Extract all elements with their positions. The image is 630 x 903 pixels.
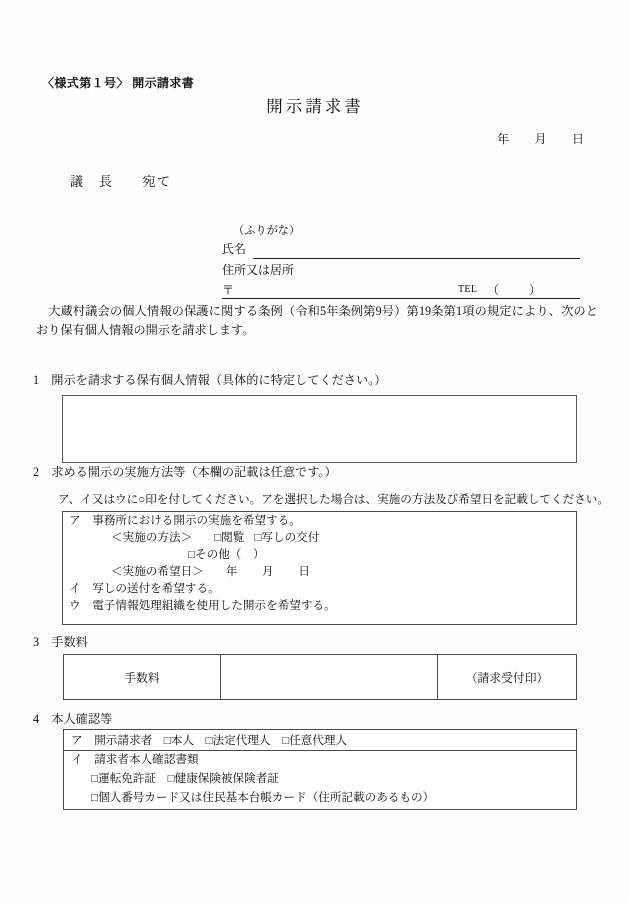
checkbox-drivers-license-and-health-insurance: □運転免許証 □健康保険被保険者証: [91, 772, 279, 785]
desired-date-input[interactable]: 年 月 日: [225, 565, 311, 578]
page-title: 開示請求書: [266, 97, 364, 116]
checkbox-other[interactable]: □その他（ ）: [188, 548, 265, 561]
option-b-row[interactable]: [63, 583, 576, 600]
fee-table: [63, 654, 577, 700]
receipt-seal-cell: （請求受付印）: [465, 670, 549, 685]
option-a-label: ア 事務所における開示の実施を希望する。: [69, 514, 301, 527]
postal-code-label: 〒: [222, 283, 235, 297]
method-label: ＜実施の方法＞: [111, 531, 193, 544]
checkbox-copy-delivery[interactable]: □写しの交付: [254, 531, 320, 544]
ordinance-paragraph: 大蔵村議会の個人情報の保護に関する条例（令和5年条例第9号）第19条第1項の規定により、次のとおり保有個人情報の開示を請求します。: [36, 304, 598, 337]
addressee-line: 議 長 宛て: [70, 174, 172, 189]
name-input[interactable]: [253, 258, 580, 259]
fee-amount-input[interactable]: [221, 655, 438, 699]
desired-date-label: ＜実施の希望日＞: [111, 565, 204, 578]
identity-documents-row: [71, 754, 576, 773]
requested-information-input[interactable]: [62, 395, 577, 463]
identity-document-line-2[interactable]: [71, 792, 576, 811]
section-3-heading: 3 手数料: [33, 635, 88, 649]
identity-document-line-1[interactable]: [71, 773, 576, 792]
identity-documents-label: イ 請求者本人確認書類: [71, 753, 199, 766]
section-1-heading: 1 開示を請求する保有個人情報（具体的に特定してください。）: [33, 373, 387, 387]
checkbox-browse[interactable]: □閲覧: [214, 531, 245, 544]
method-row: [63, 532, 576, 549]
address-label: 住所又は居所: [222, 263, 295, 277]
requester-type-row[interactable]: [64, 730, 576, 751]
form-number: 〈様式第１号〉 開示請求書: [42, 76, 195, 90]
address-input[interactable]: [222, 298, 580, 299]
option-c-label: ウ 電子情報処理組織を使用した開示を希望する。: [69, 599, 336, 612]
option-b-label: イ 写しの送付を希望する。: [69, 582, 220, 595]
option-a-row[interactable]: [63, 515, 576, 532]
fee-label-cell: 手数料: [64, 655, 221, 699]
furigana-label: （ふりがな）: [233, 225, 301, 237]
section-2-heading: 2 求める開示の実施方法等（本欄の記載は任意です。）: [33, 465, 337, 479]
date-line[interactable]: 年 月 日: [497, 132, 585, 146]
desired-date-row: [63, 566, 576, 583]
section-2-note: ア、イ又はウに○印を付してください。アを選択した場合は、実施の方法及び希望日を記載してください。: [58, 493, 609, 506]
name-label: 氏名: [222, 242, 247, 256]
requester-type-label: ア 開示請求者 □本人 □法定代理人 □任意代理人: [71, 734, 348, 747]
section-4-heading: 4 本人確認等: [33, 712, 113, 726]
disclosure-method-box: [62, 511, 577, 625]
tel-input[interactable]: （ ）: [487, 283, 544, 297]
checkbox-my-number-or-juki-card: □個人番号カード又は住民基本台帳カード（住所記載のあるもの）: [91, 791, 435, 804]
option-c-row[interactable]: [63, 600, 576, 617]
identity-verification-box: [63, 729, 577, 810]
method-other-row: [63, 549, 576, 566]
tel-label: TEL: [458, 284, 478, 295]
